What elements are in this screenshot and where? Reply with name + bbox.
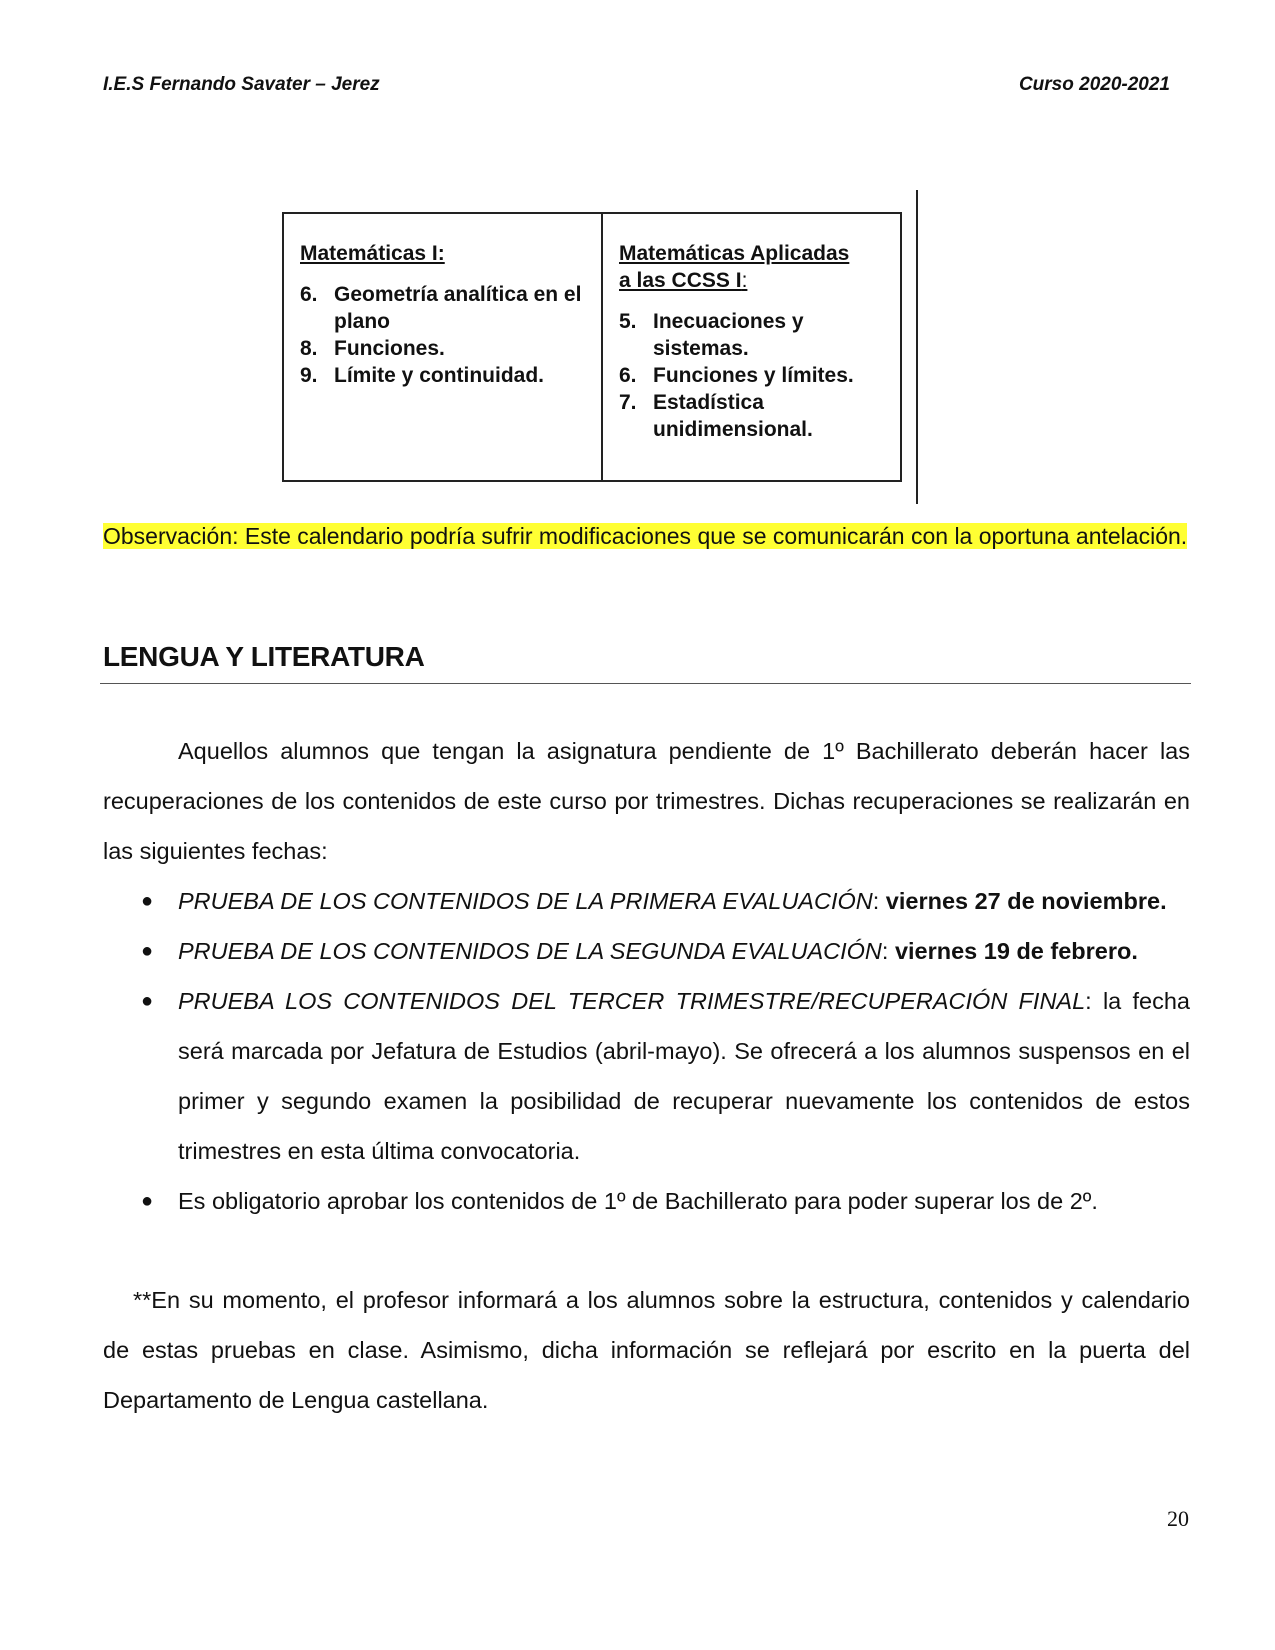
topic-list [300, 281, 591, 389]
page-number: 20 [1167, 1506, 1189, 1531]
bullet-icon: ● [141, 1190, 154, 1212]
list-item: 7. Estadística unidimensional. [619, 391, 813, 441]
topic-list [619, 308, 890, 443]
list-item: ● PRUEBA LOS CONTENIDOS DEL TERCER TRIMESTRE/RECUPERACIÓN FINAL: la fecha será marcada por Jefatura de Estudios (abril-mayo). Se ofrecerá a los alumnos suspensos en el primer y segundo examen la posibilidad de recuperar nuevamente los contenidos de estos trimestres en esta última convocatoria. [103, 976, 1190, 1176]
list-item: ● PRUEBA DE LOS CONTENIDOS DE LA SEGUNDA EVALUACIÓN: viernes 19 de febrero. [103, 926, 1190, 976]
section-divider [100, 683, 1191, 684]
bullet-icon: ● [141, 940, 154, 962]
list-item: ● PRUEBA DE LOS CONTENIDOS DE LA PRIMERA EVALUACIÓN: viernes 27 de noviembre. [103, 876, 1190, 926]
list-item: 6. Geometría analítica en el plano [300, 283, 582, 333]
contents-table [282, 212, 902, 482]
table-column-matematicas-i [284, 214, 603, 480]
intro-paragraph: Aquellos alumnos que tengan la asignatura pendiente de 1º Bachillerato deberán hacer las recuperaciones de los contenidos de este curso por trimestres. Dichas recuperaciones se realizarán en las siguientes fechas: [103, 738, 1190, 864]
column-title: Matemáticas I: [300, 242, 445, 265]
observation-note [103, 519, 1190, 554]
column-title: Matemáticas Aplicadas a las CCSS I: [619, 242, 850, 292]
list-item: 6. Funciones y límites. [619, 364, 854, 387]
list-item: 5. Inecuaciones y sistemas. [619, 310, 804, 360]
list-item: 9. Límite y continuidad. [300, 364, 545, 387]
header-school: I.E.S Fernando Savater – Jerez [103, 74, 380, 95]
list-item: ● Es obligatorio aprobar los contenidos de 1º de Bachillerato para poder superar los de 2º. [103, 1176, 1190, 1226]
section-title: LENGUA Y LITERATURA [103, 641, 425, 672]
bullet-icon: ● [141, 990, 154, 1012]
vertical-divider-line [916, 190, 918, 504]
exam-list [103, 876, 1190, 1226]
list-item: 8. Funciones. [300, 337, 445, 360]
highlighted-text: Observación: Este calendario podría sufrir modificaciones que se comunicarán con la oportuna antelación. [103, 523, 1188, 549]
note-paragraph: **En su momento, el profesor informará a los alumnos sobre la estructura, contenidos y calendario de estas pruebas en clase. Asimismo, dicha información se reflejará por escrito en la puerta del Departamento de Lengua castellana. [103, 1287, 1190, 1413]
bullet-icon: ● [141, 890, 154, 912]
table-column-matematicas-ccss [603, 214, 900, 480]
header-course: Curso 2020-2021 [1018, 74, 1170, 95]
